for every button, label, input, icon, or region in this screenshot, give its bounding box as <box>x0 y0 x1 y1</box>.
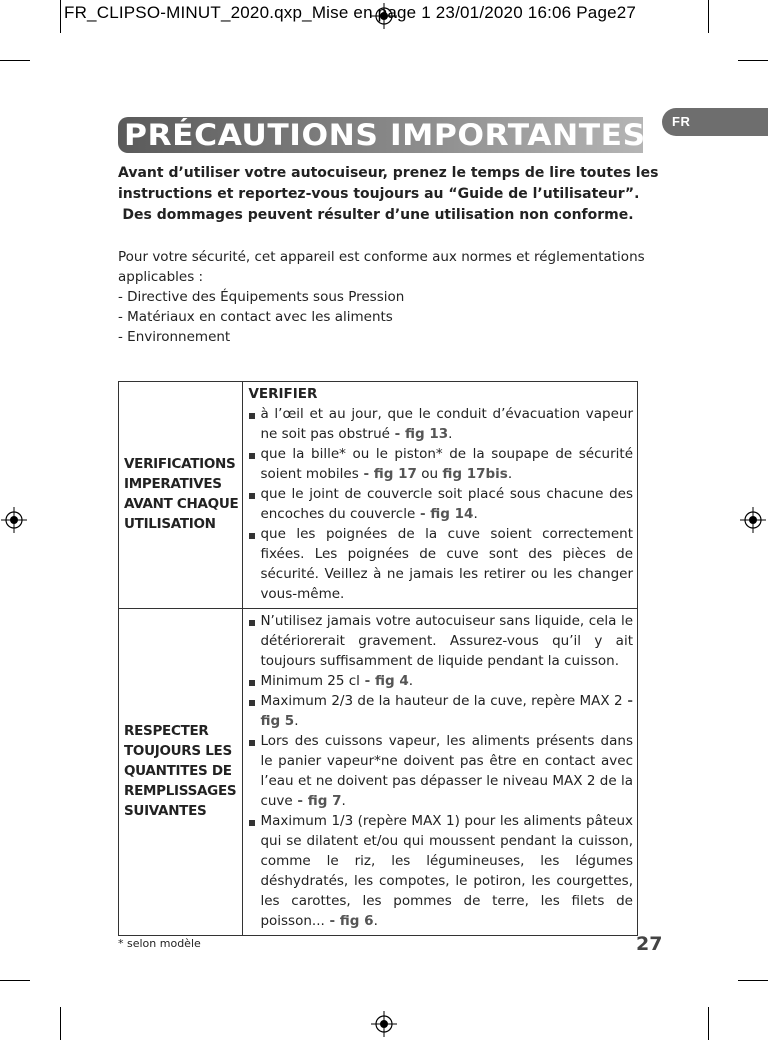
registration-mark-icon <box>1 507 27 533</box>
item-text: que les poignées de la cuve soient correctement fixées. Les poignées de cuve sont des pièces de sécurité. Veillez à ne jamais les retirer ou les changer vous-même. <box>260 526 633 602</box>
item-text: Minimum 25 cl <box>260 673 360 689</box>
list-item <box>248 731 633 811</box>
precautions-table <box>118 381 638 936</box>
item-text: que le joint de couvercle soit placé sous chacune des encoches du couvercle <box>260 486 633 522</box>
page-number: 27 <box>636 933 663 955</box>
row-label-line: AVANT CHAQUE <box>124 496 239 512</box>
registration-mark-icon <box>740 507 766 533</box>
figure-ref: fig 17bis <box>442 466 508 482</box>
figure-ref: fig 13 <box>404 426 449 442</box>
row-label-line: RESPECTER <box>124 723 209 739</box>
regulations-line: - Directive des Équipements sous Pression <box>118 289 405 305</box>
figure-ref: fig 7 <box>307 793 342 809</box>
figure-ref: fig 14 <box>430 506 474 522</box>
row-label-line: IMPERATIVES <box>124 476 222 492</box>
list-item <box>248 524 633 604</box>
intro-warning <box>118 163 659 226</box>
regulations-paragraph <box>118 247 658 347</box>
list-item <box>248 691 633 731</box>
figure-ref: fig 4 <box>374 673 409 689</box>
intro-line: instructions et reportez-vous toujours au “Guide de l’utilisateur”. <box>118 186 640 202</box>
figure-ref: fig 6 <box>339 913 374 929</box>
crop-mark <box>708 1007 709 1040</box>
list-item <box>248 811 633 931</box>
bullet-list <box>248 611 633 931</box>
intro-line: Des dommages peuvent résulter d’une utilisation non conforme. <box>122 207 634 223</box>
item-sep: - <box>324 913 340 929</box>
row-label-line: VERIFICATIONS <box>124 456 236 472</box>
row-content-verifications <box>243 382 638 609</box>
figure-ref: fig 5 <box>260 713 295 729</box>
language-tab <box>662 108 768 136</box>
item-text: Maximum 1/3 (repère MAX 1) pour les aliments pâteux qui se dilatent et/ou qui moussent pendant la cuisson, comme le riz, les légumineuses, les légumes déshydratés, les compotes, le potiron, les courgettes, les carottes, les pommes de terre, les filets de poisson... <box>260 813 633 929</box>
item-text: que la bille* ou le piston* de la soupape de sécurité soient mobiles <box>260 446 633 482</box>
crop-mark <box>60 1007 61 1040</box>
item-text: N’utilisez jamais votre autocuiseur sans liquide, cela le détériorerait gravement. Assurez-vous qu’il y ait toujours suffisamment de liquide pendant la cuisson. <box>260 613 633 669</box>
item-sep: - <box>622 693 633 709</box>
row-label-quantities <box>119 609 243 936</box>
item-text: à l’œil et au jour, que le conduit d’évacuation vapeur ne soit pas obstrué <box>260 406 633 442</box>
crop-mark <box>60 0 61 33</box>
title-bar <box>118 117 646 153</box>
row-label-line: QUANTITES DE <box>124 763 232 779</box>
item-text: Lors des cuissons vapeur, les aliments présents dans le panier vapeur*ne doivent pas être en contact avec l’eau et ne doivent pas dépasser le niveau MAX 2 de la cuve <box>260 733 633 809</box>
crop-mark <box>0 60 30 61</box>
list-item <box>248 671 633 691</box>
crop-mark <box>738 60 768 61</box>
crop-mark <box>0 980 30 981</box>
intro-line: Avant d’utiliser votre autocuiseur, prenez le temps de lire toutes les <box>118 165 659 181</box>
item-tail: . <box>448 426 453 442</box>
table-row <box>119 382 638 609</box>
item-text: Maximum 2/3 de la hauteur de la cuve, repère MAX 2 <box>260 693 623 709</box>
row-label-line: TOUJOURS LES <box>124 743 232 759</box>
regulations-line: applicables : <box>118 269 204 285</box>
page-title: PRÉCAUTIONS IMPORTANTES <box>124 118 646 152</box>
language-tab-label: FR <box>672 114 691 129</box>
row-label-verifications <box>119 382 243 609</box>
registration-mark-icon <box>371 1011 397 1037</box>
list-item <box>248 611 633 671</box>
item-sep: - <box>358 466 374 482</box>
item-tail: . <box>341 793 346 809</box>
item-tail: . <box>408 673 414 689</box>
item-tail: . <box>473 506 478 522</box>
row-label-line: UTILISATION <box>124 516 216 532</box>
verify-heading: VERIFIER <box>248 386 318 402</box>
figure-ref: fig 17 <box>373 466 417 482</box>
regulations-line: - Matériaux en contact avec les aliments <box>118 309 393 325</box>
list-item <box>248 404 633 444</box>
row-label-line: SUIVANTES <box>124 803 207 819</box>
list-item <box>248 484 633 524</box>
item-mid: ou <box>416 466 443 482</box>
crop-mark <box>708 0 709 33</box>
item-tail: . <box>373 913 378 929</box>
bullet-list <box>248 404 633 604</box>
item-tail: . <box>507 466 513 482</box>
footnote: * selon modèle <box>118 937 201 950</box>
row-label-line: REMPLISSAGES <box>124 783 237 799</box>
crop-mark <box>738 980 768 981</box>
regulations-line: - Environnement <box>118 329 231 345</box>
table-row <box>119 609 638 936</box>
item-sep: - <box>292 793 308 809</box>
item-sep: - <box>389 426 405 442</box>
item-sep: - <box>415 506 431 522</box>
list-item <box>248 444 633 484</box>
print-slug: FR_CLIPSO-MINUT_2020.qxp_Mise en page 1 23/01/2020 16:06 Page27 <box>64 3 637 22</box>
row-content-quantities <box>243 609 638 936</box>
regulations-line: Pour votre sécurité, cet appareil est conforme aux normes et réglementations <box>118 249 645 265</box>
item-sep: - <box>359 673 375 689</box>
item-tail: . <box>294 713 299 729</box>
